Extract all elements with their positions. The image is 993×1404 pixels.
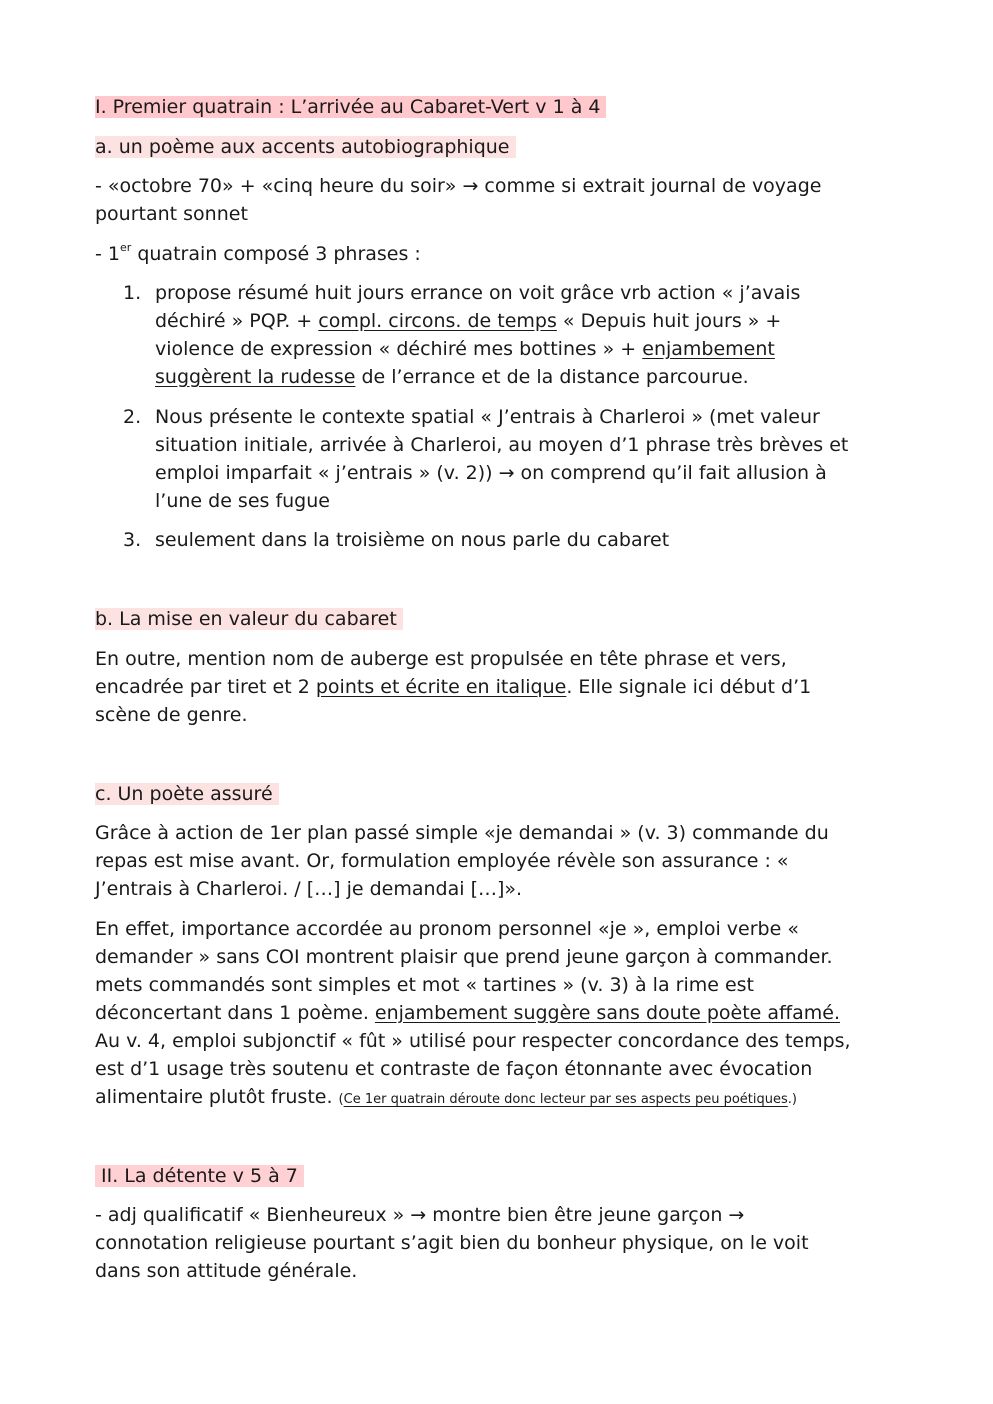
paragraph-line: Au v. 4, emploi subjonctif « fût » utilisé pour respecter concordance des temps, — [95, 1030, 851, 1052]
paragraph-line: repas est mise avant. Or, formulation employée révèle son assurance : « — [95, 850, 789, 872]
paragraph-line: - 1er quatrain composé 3 phrases : — [95, 240, 421, 265]
list-item-line: propose résumé huit jours errance on voit grâce vrb action « j’avais — [155, 282, 801, 304]
paragraph-line: est d’1 usage très soutenu et contraste de façon étonnante avec évocation — [95, 1058, 813, 1080]
paragraph-line: encadrée par tiret et 2 points et écrite en italique. Elle signale ici début d’1 — [95, 676, 812, 698]
list-item-line: emploi imparfait « j’entrais » (v. 2)) → on comprend qu’il fait allusion à — [155, 462, 827, 484]
paragraph-line: - adj qualificatif « Bienheureux » → montre bien être jeune garçon → — [95, 1204, 745, 1226]
list-number: 1. — [123, 282, 142, 304]
section-heading-1: I. Premier quatrain : L’arrivée au Cabaret-Vert v 1 à 4 — [95, 93, 606, 121]
list-item-line: Nous présente le contexte spatial « J’entrais à Charleroi » (met valeur — [155, 406, 820, 428]
paragraph-line: déconcertant dans 1 poème. enjambement suggère sans doute poète affamé. — [95, 1002, 841, 1024]
paragraph-line: demander » sans COI montrent plaisir que prend jeune garçon à commander. — [95, 946, 833, 968]
list-item-line: déchiré » PQP. + compl. circons. de temps « Depuis huit jours » + — [155, 310, 782, 332]
list-item-line: seulement dans la troisième on nous parle du cabaret — [155, 529, 670, 551]
list-item-line: suggèrent la rudesse de l’errance et de la distance parcourue. — [155, 366, 749, 388]
list-item-line: situation initiale, arrivée à Charleroi, au moyen d’1 phrase très brèves et — [155, 434, 849, 456]
paragraph-line: pourtant sonnet — [95, 203, 248, 225]
paragraph-line: connotation religieuse pourtant s’agit bien du bonheur physique, on le voit — [95, 1232, 809, 1254]
paragraph-line: J’entrais à Charleroi. / […] je demandai […]». — [95, 878, 523, 900]
paragraph-line: En effet, importance accordée au pronom personnel «je », emploi verbe « — [95, 918, 799, 940]
list-item-line: violence de expression « déchiré mes bottines » + enjambement — [155, 338, 775, 360]
paragraph-line: Grâce à action de 1er plan passé simple «je demandai » (v. 3) commande du — [95, 822, 829, 844]
paragraph-line: - «octobre 70» + «cinq heure du soir» → comme si extrait journal de voyage — [95, 175, 822, 197]
subheading-c: c. Un poète assuré — [95, 780, 279, 808]
list-number: 3. — [123, 529, 142, 551]
paragraph-line: scène de genre. — [95, 704, 248, 726]
section-heading-2: II. La détente v 5 à 7 — [95, 1162, 304, 1190]
paragraph-line: En outre, mention nom de auberge est propulsée en tête phrase et vers, — [95, 648, 787, 670]
paragraph-line: dans son attitude générale. — [95, 1260, 358, 1282]
list-item-line: l’une de ses fugue — [155, 490, 330, 512]
subheading-a: a. un poème aux accents autobiographique — [95, 133, 516, 161]
subheading-b: b. La mise en valeur du cabaret — [95, 605, 403, 633]
footnote-aside: (Ce 1er quatrain déroute donc lecteur par ses aspects peu poétiques.) — [338, 1092, 797, 1107]
paragraph-line: alimentaire plutôt fruste. (Ce 1er quatrain déroute donc lecteur par ses aspects peu poétiques.) — [95, 1086, 797, 1108]
list-number: 2. — [123, 406, 142, 428]
paragraph-line: mets commandés sont simples et mot « tartines » (v. 3) à la rime est — [95, 974, 754, 996]
